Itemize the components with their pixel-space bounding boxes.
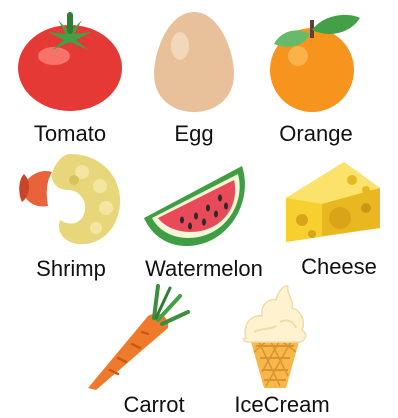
carrot-icon [84,282,192,392]
food-label-egg: Egg [174,121,214,146]
icecream-icon [240,282,310,390]
food-label-watermelon: Watermelon [145,256,263,281]
orange-icon [264,12,364,114]
cheese-icon [282,158,384,244]
tomato-icon [14,6,126,114]
food-label-shrimp: Shrimp [36,256,106,281]
food-label-icecream: IceCream [234,392,330,417]
food-item-cheese [282,158,384,244]
food-label-orange: Orange [279,121,353,146]
food-label-cheese: Cheese [301,254,377,279]
food-item-carrot [84,282,192,392]
food-label-carrot: Carrot [123,392,185,417]
food-item-tomato [14,6,126,114]
food-item-egg [150,10,238,114]
egg-icon [150,10,238,114]
watermelon-icon [142,162,252,248]
food-item-shrimp [16,150,124,248]
food-label-tomato: Tomato [33,121,107,146]
shrimp-icon [16,150,124,248]
food-item-orange [264,12,364,114]
food-item-icecream [240,282,310,390]
food-item-watermelon [142,162,252,248]
